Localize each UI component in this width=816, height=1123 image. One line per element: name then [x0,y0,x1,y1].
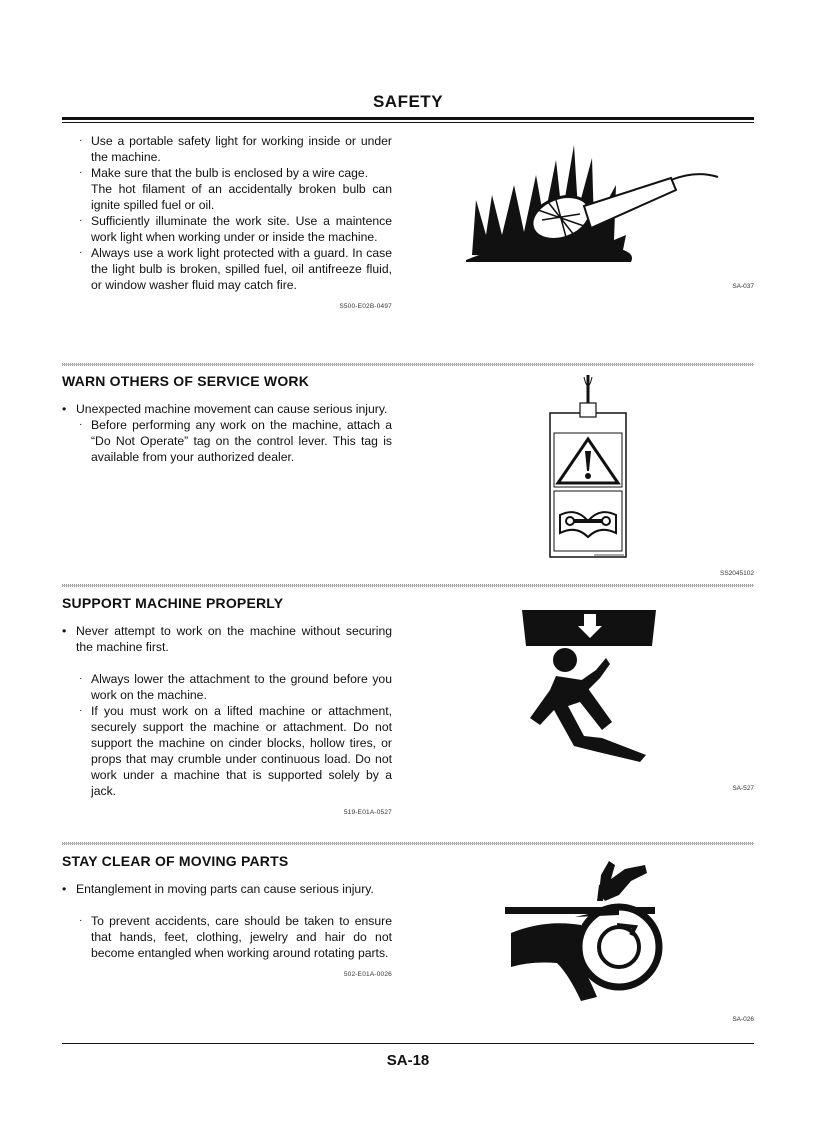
figure-code: SS2045102 [720,570,754,577]
section-warn-others [62,373,392,465]
list-item: · Always use a work light protected with a guard. In case the light bulb is broken, spilled fuel, oil antifreeze fluid, or window washer fluid may catch fire. [79,246,392,292]
page-number: SA-18 [386,1052,430,1069]
list-item: • Never attempt to work on the machine without securing the machine first. [62,624,392,654]
figure-code: SA-037 [732,283,754,290]
section-work-light [62,133,392,315]
section-heading: SUPPORT MACHINE PROPERLY [62,595,284,611]
header-rule [62,117,754,120]
section-divider [62,363,754,366]
header-rule-thin [62,122,754,123]
reference-code: 519-E01A-0527 [343,809,392,816]
crush-hazard-illustration [520,610,660,765]
section-divider [62,584,754,587]
list-item: · Use a portable safety light for working inside or under the machine. [79,134,392,164]
figure-code: SA-527 [732,785,754,792]
list-item: · Make sure that the bulb is enclosed by a wire cage. [79,166,369,180]
list-item: • Entanglement in moving parts can cause serious injury. [62,882,374,896]
section-heading: STAY CLEAR OF MOVING PARTS [62,853,289,869]
list-item: • Unexpected machine movement can cause serious injury. [62,402,388,416]
section-support-machine [62,595,392,821]
list-item: · Always lower the attachment to the ground before you work on the machine. [79,672,392,702]
section-divider [62,842,754,845]
fire-worklight-illustration [466,140,722,275]
footer-rule [62,1043,754,1044]
section-moving-parts [62,853,392,983]
list-item: · To prevent accidents, care should be taken to ensure that hands, feet, clothing, jewelry and hair do not become entangled when working around rotating parts. [79,914,392,960]
list-item: · Before performing any work on the machine, attach a “Do Not Operate” tag on the control lever. This tag is available from your authorized dealer. [79,418,392,464]
reference-code: 502-E01A-0026 [343,971,392,978]
entanglement-hazard-illustration [505,855,665,1005]
paragraph: The hot filament of an accidentally broken bulb can ignite spilled fuel or oil. [91,182,392,212]
page-title: SAFETY [372,92,444,111]
reference-code: S500-E02B-0497 [339,303,392,310]
list-item: · Sufficiently illuminate the work site. Use a maintence work light when working under or inside the machine. [79,214,392,244]
section-heading: WARN OTHERS OF SERVICE WORK [62,373,310,389]
figure-code: SA-026 [732,1016,754,1023]
do-not-operate-tag-illustration [546,375,630,563]
list-item: · If you must work on a lifted machine or attachment, securely support the machine or attachment. Do not support the machine on cinder blocks, hollow tires, or props that may crumble under continuous load. Do not work under a machine that is supported solely by a jack. [79,704,392,798]
